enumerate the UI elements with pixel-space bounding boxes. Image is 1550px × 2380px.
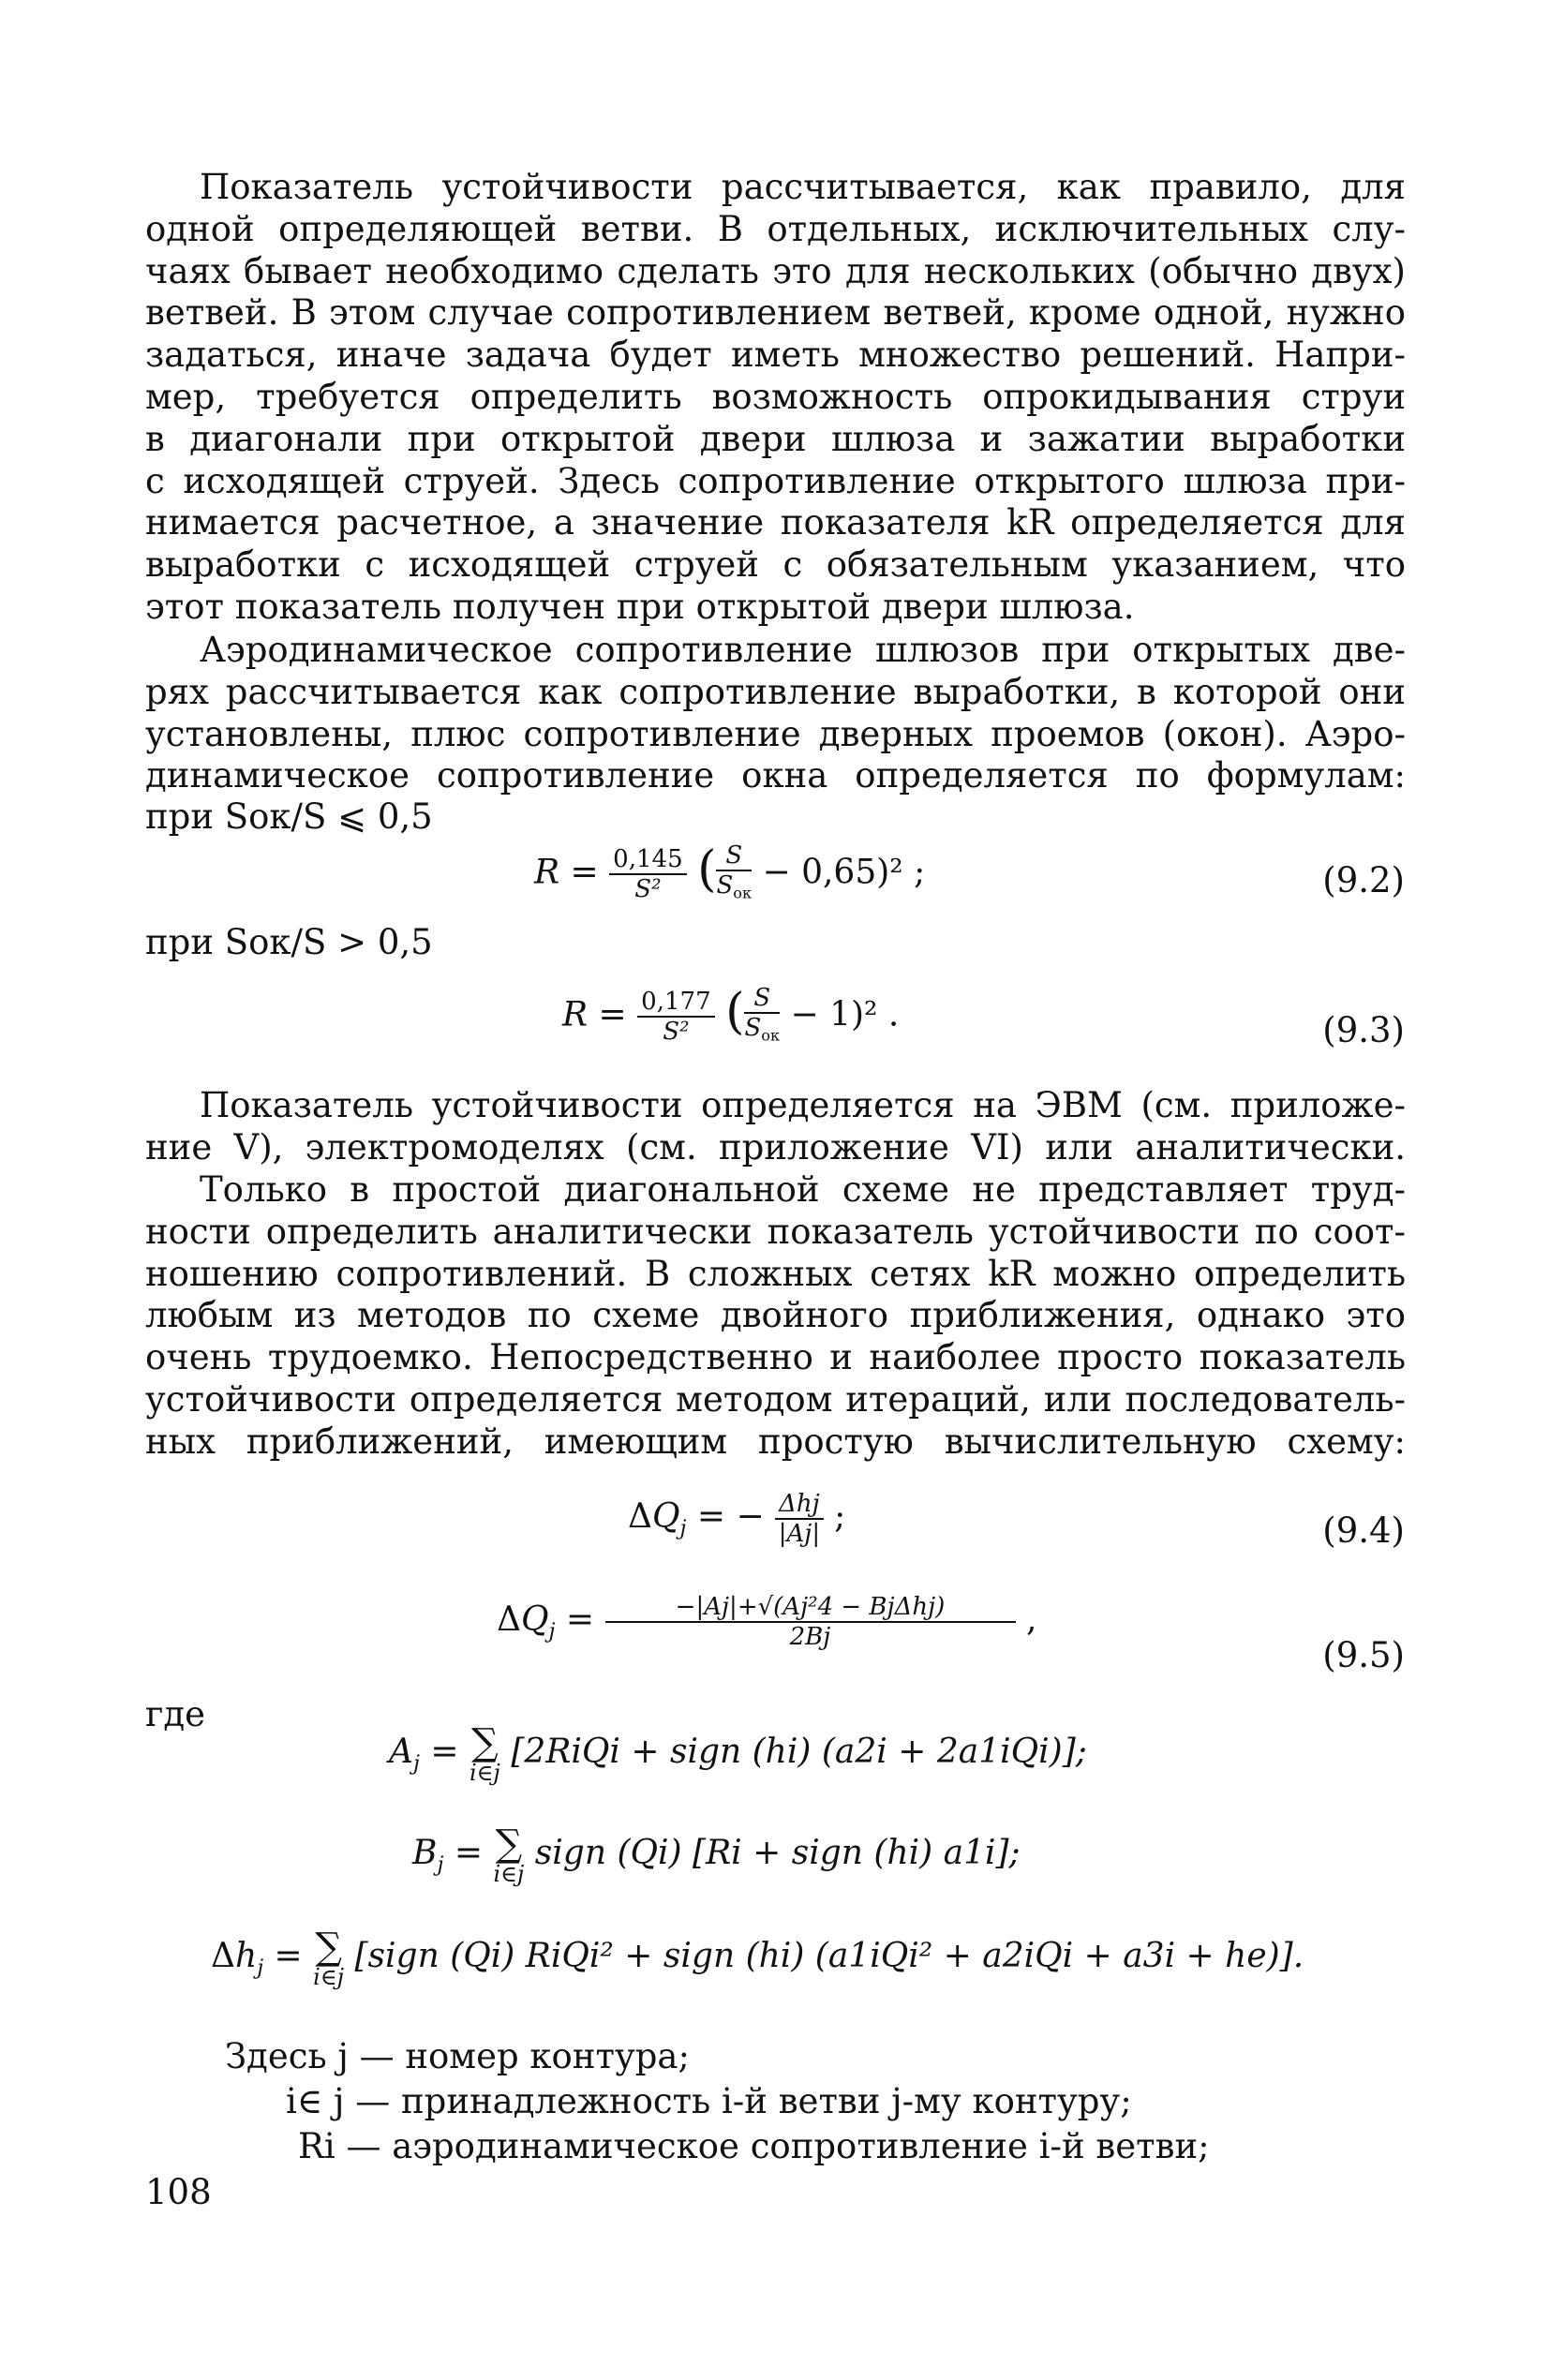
text-line: рях рассчитывается как сопротивление выработки, в которой они [145, 671, 1406, 712]
text-line: устойчивости определяется методом итераций, или последователь- [145, 1378, 1406, 1420]
text-line: одной определяющей ветви. В отдельных, исключительных слу- [145, 208, 1406, 249]
equation-9-2: R = $\frac{0,145}{\text{S²}}$ ( $\frac{S}{S_{ок}}$ − 0,65)² ; [534, 841, 925, 908]
sum-symbol: ∑ i∈j [469, 1721, 500, 1786]
equation-delta-h-j: $\Delta h_j$ = ∑ i∈j [sign (Qi) RiQi² + sign (hi) (a1iQi² + a2iQi + a3i + he)]. [211, 1926, 1304, 1990]
paragraph-4 [145, 1169, 1406, 1464]
page-number: 108 [145, 2172, 212, 2212]
equation-number: (9.4) [1322, 1510, 1405, 1551]
text-line: Показатель устойчивости определяется на ЭВМ (см. приложе- [200, 1085, 1406, 1125]
text-line: нимается расчетное, а значение показателя kR определяется для [145, 502, 1406, 543]
equation-b-j: $B_j$ = ∑ i∈j sign (Qi) [Ri + sign (hi) a1i]; [412, 1822, 1021, 1887]
equation-a-j: $A_j$ = ∑ i∈j [2RiQi + sign (hi) (a2i + 2a1iQi)]; [389, 1721, 1087, 1786]
text-line: в диагонали при открытой двери шлюза и зажатии выработки [145, 418, 1406, 459]
text-line: задаться, иначе задача будет иметь множество решений. Напри- [145, 335, 1406, 376]
equation-9-5: $\Delta Q_j$ = $\frac{\text{−|Aj|+√(Aj²4 − BjΔhj)}}{2Bj}$ , [497, 1593, 1037, 1651]
text-line: установлены, плюс сопротивление дверных проемов (окон). Аэро- [145, 713, 1406, 754]
text-line: выработки с исходящей струей с обязательным указанием, что [145, 544, 1406, 586]
text-line: Аэродинамическое сопротивление шлюзов при открытых две- [200, 630, 1406, 670]
equation-9-4: $\Delta Q_j$ = − $\frac{\text{Δhj}}{|Aj|}$ ; [628, 1490, 846, 1548]
condition-2: при Sок/S > 0,5 [145, 922, 433, 962]
legend-line-3: Ri — аэродинамическое сопротивление i-й ветви; [298, 2126, 1210, 2166]
equation-number: (9.3) [1322, 1010, 1405, 1050]
text-line: очень трудоемко. Непосредственно и наиболее просто показатель [145, 1337, 1406, 1378]
fraction: $\frac{S}{S_{ок}}$ [716, 841, 753, 902]
text-line: этот показатель получен при открытой двери шлюза. [145, 586, 1135, 627]
text-line: ных приближений, имеющим простую вычислительную схему: [145, 1421, 1406, 1462]
fraction: $\frac{\text{Δhj}}{|Aj|}$ [775, 1490, 824, 1548]
text-line: с исходящей струей. Здесь сопротивление открытого шлюза при- [145, 460, 1406, 501]
text-line: мер, требуется определить возможность опрокидывания струи [145, 376, 1406, 417]
paragraph-2 [145, 630, 1406, 797]
text-line: ности определить аналитически показатель устойчивости по соот- [145, 1211, 1406, 1252]
text-line: ношению сопротивлений. В сложных сетях kR можно определить [145, 1253, 1406, 1294]
fraction: $\frac{0,145}{\text{S²}}$ [609, 845, 686, 903]
text-line: Только в простой диагональной схеме не представляет труд- [200, 1169, 1406, 1210]
condition-1: при Sок/S ⩽ 0,5 [145, 796, 433, 837]
fraction: $\frac{0,177}{\text{S²}}$ [637, 988, 714, 1046]
text-line: ние V), электромоделях (см. приложение VI) или аналитически. [145, 1126, 1406, 1168]
paragraph-3 [145, 1085, 1406, 1169]
fraction: $\frac{\text{−|Aj|+√(Aj²4 − BjΔhj)}}{2Bj}$ [605, 1593, 1016, 1651]
paragraph-1 [145, 167, 1406, 629]
equation-number: (9.2) [1322, 860, 1405, 900]
equation-9-3: R = $\frac{0,177}{\text{S²}}$ ( $\frac{S}{S_{ок}}$ − 1)² . [562, 984, 899, 1050]
text-line: Показатель устойчивости рассчитывается, как правило, для [200, 167, 1406, 207]
text-line: ветвей. В этом случае сопротивлением ветвей, кроме одной, нужно [145, 292, 1406, 334]
fraction: $\frac{S}{S_{ок}}$ [744, 984, 781, 1045]
text-line: динамическое сопротивление окна определяется по формулам: [145, 755, 1406, 796]
text-line: чаях бывает необходимо сделать это для нескольких (обычно двух) [145, 250, 1406, 291]
sum-symbol: ∑ i∈j [493, 1822, 525, 1887]
equation-number: (9.5) [1322, 1635, 1405, 1675]
legend-line-2: i∈ j — принадлежность i-й ветви j-му контуру; [286, 2081, 1132, 2121]
text-line: любым из методов по схеме двойного приближения, однако это [145, 1295, 1406, 1336]
sum-symbol: ∑ i∈j [313, 1926, 345, 1990]
legend-line-1: Здесь j — номер контура; [225, 2036, 690, 2076]
where-label: где [145, 1694, 206, 1734]
